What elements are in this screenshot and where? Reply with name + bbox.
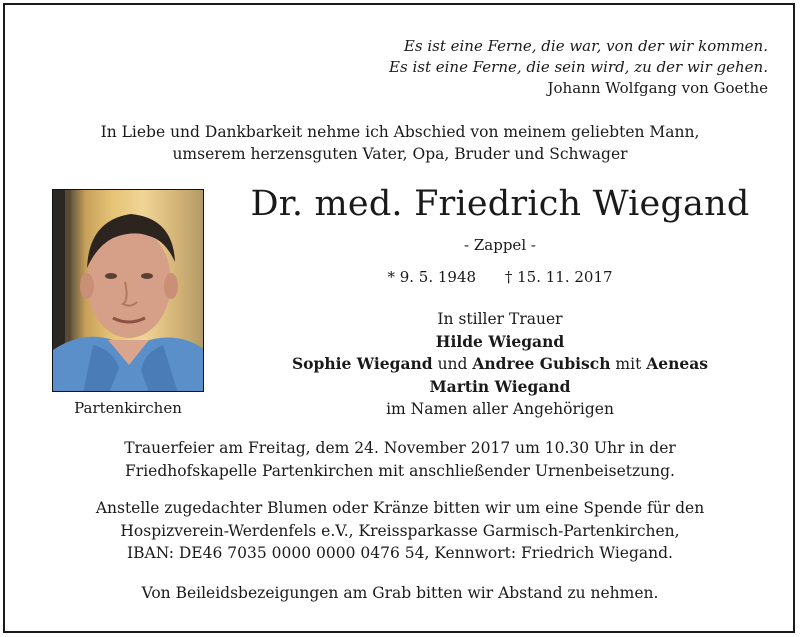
mourner-name: Sophie Wiegand [291,354,433,373]
ceremony-line-2: Friedhofskapelle Partenkirchen mit anschließender Urnenbeisetzung. [125,461,675,480]
birth-date: * 9. 5. 1948 [387,268,477,286]
mourners-closing: im Namen aller Angehörigen [386,400,614,418]
ceremony-info [0,437,800,482]
mourner-name: Aeneas [646,354,709,373]
intro-text [0,121,800,165]
death-date: † 15. 11. 2017 [504,268,613,286]
conjunction: und [437,355,468,373]
mourners-intro: In stiller Trauer [437,310,563,328]
mourner-line [200,353,800,376]
conjunction: mit [615,355,642,373]
condolence-note [0,582,800,605]
mourner-name: Martin Wiegand [429,376,571,396]
mourner-name: Andree Gubisch [472,354,611,373]
ceremony-line-1: Trauerfeier am Freitag, dem 24. November 2017 um 10.30 Uhr in der [124,439,676,457]
mourner-name: Hilde Wiegand [435,331,565,351]
intro-line-1: In Liebe und Dankbarkeit nehme ich Abschied von meinem geliebten Mann, [100,123,700,141]
hometown: Partenkirchen [74,399,182,417]
goethe-quote [389,36,768,99]
intro-line-2: umserem herzensguten Vater, Opa, Bruder und Schwager [172,145,628,163]
donation-line-3: IBAN: DE46 7035 0000 0000 0476 54, Kennwort: Friedrich Wiegand. [127,544,673,562]
mourners-block [200,308,800,421]
portrait-illustration [53,190,204,392]
quote-author: Johann Wolfgang von Goethe [547,79,768,97]
quote-line-2: Es ist eine Ferne, die sein wird, zu der wir gehen. [389,58,768,76]
nickname: - Zappel - [464,236,536,254]
condolence-line: Von Beileidsbezeigungen am Grab bitten wir Abstand zu nehmen. [141,584,659,602]
portrait-photo [52,189,204,392]
life-dates [200,268,800,286]
quote-line-1: Es ist eine Ferne, die war, von der wir kommen. [403,37,768,55]
donation-line-1: Anstelle zugedachter Blumen oder Kränze bitten wir um eine Spende für den [95,499,705,517]
deceased-name: Dr. med. Friedrich Wiegand [250,184,750,224]
donation-line-2: Hospizverein-Werdenfels e.V., Kreissparkasse Garmisch-Partenkirchen, [120,521,680,540]
donation-info [0,497,800,565]
